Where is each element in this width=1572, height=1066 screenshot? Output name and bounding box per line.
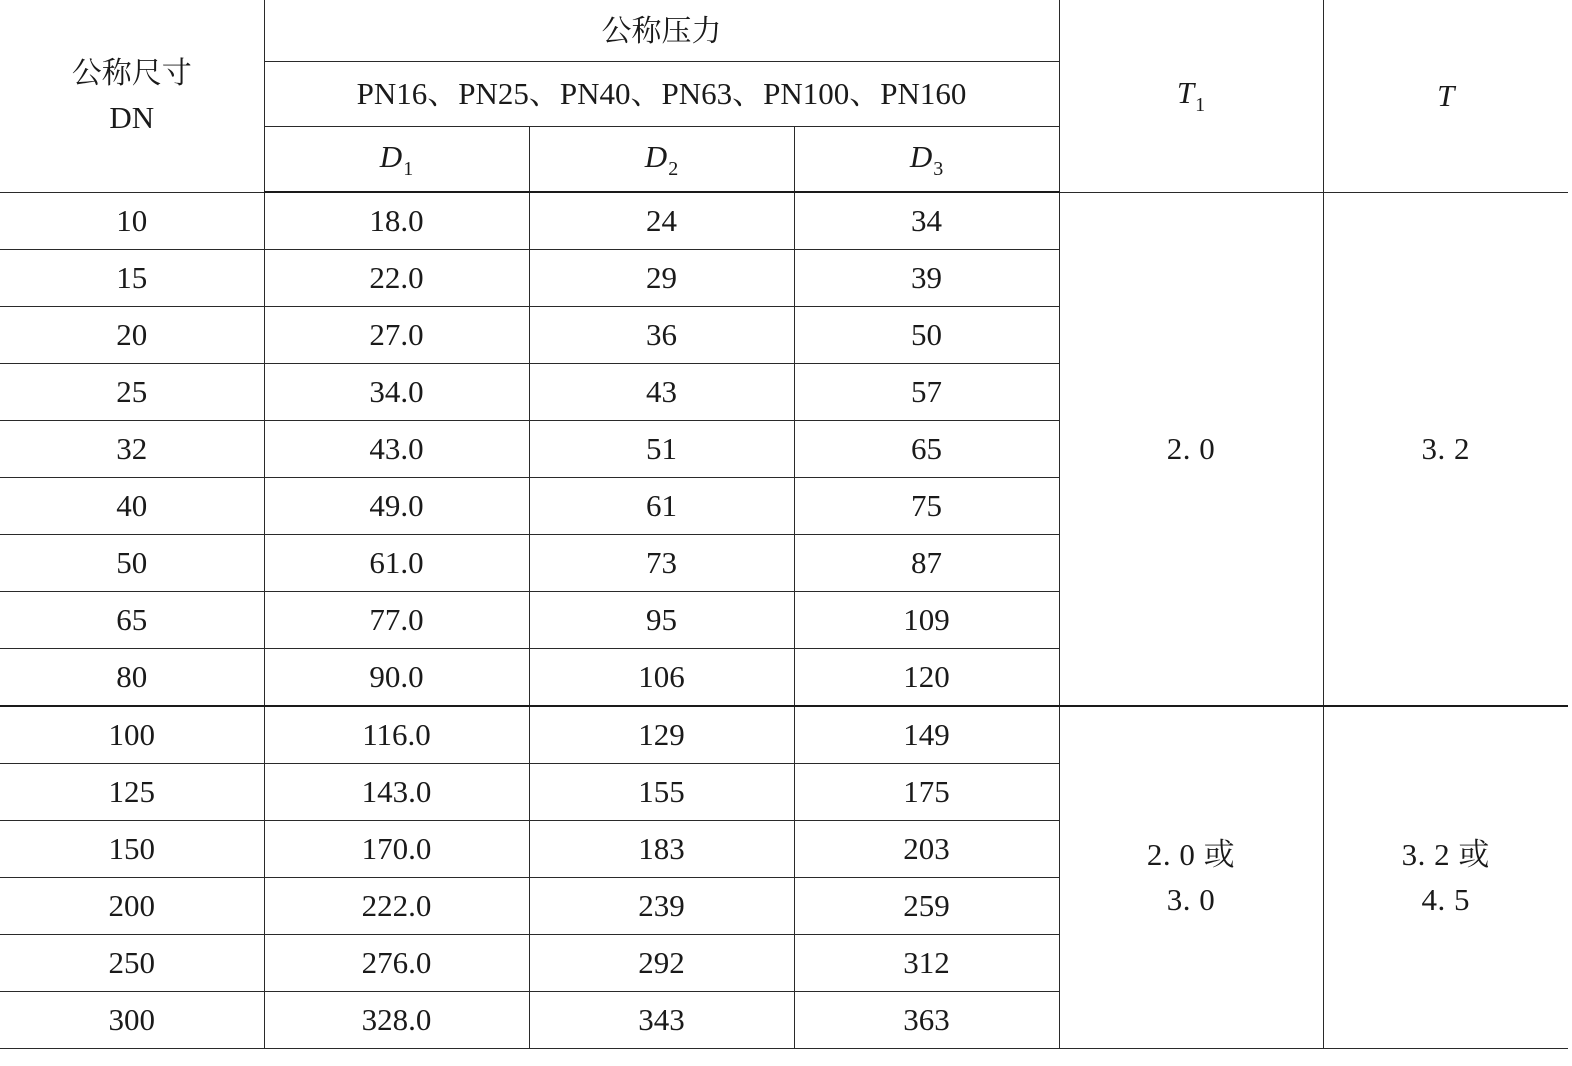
cell-dn: 25 — [0, 364, 264, 421]
cell-d1: 18.0 — [264, 192, 529, 250]
cell-d3: 50 — [794, 307, 1059, 364]
header-pressure-classes: PN16、PN25、PN40、PN63、PN100、PN160 — [264, 62, 1059, 127]
cell-d2: 51 — [529, 421, 794, 478]
table-row — [0, 706, 1568, 764]
cell-t-group-1: 3. 2 — [1323, 192, 1568, 706]
cell-d2: 155 — [529, 764, 794, 821]
cell-dn: 20 — [0, 307, 264, 364]
header-nominal-pressure: 公称压力 — [264, 0, 1059, 62]
cell-d3: 57 — [794, 364, 1059, 421]
cell-d1: 90.0 — [264, 649, 529, 707]
cell-d1: 116.0 — [264, 706, 529, 764]
cell-t1-group-1: 2. 0 — [1059, 192, 1323, 706]
cell-d3: 75 — [794, 478, 1059, 535]
header-nominal-size — [0, 0, 264, 192]
cell-d3: 312 — [794, 935, 1059, 992]
cell-dn: 50 — [0, 535, 264, 592]
cell-t-group-2: 3. 2 或 4. 5 — [1323, 706, 1568, 1049]
header-nominal-size-title: 公称尺寸 — [71, 55, 192, 91]
header-t: T — [1323, 0, 1568, 192]
cell-d1: 43.0 — [264, 421, 529, 478]
cell-dn: 80 — [0, 649, 264, 707]
cell-d2: 36 — [529, 307, 794, 364]
cell-d1: 143.0 — [264, 764, 529, 821]
cell-d1: 170.0 — [264, 821, 529, 878]
cell-d2: 29 — [529, 250, 794, 307]
cell-d3: 65 — [794, 421, 1059, 478]
header-d1: $D_1$ — [264, 127, 529, 193]
cell-dn: 32 — [0, 421, 264, 478]
cell-dn: 250 — [0, 935, 264, 992]
table-row — [0, 192, 1568, 250]
cell-d2: 129 — [529, 706, 794, 764]
cell-d2: 61 — [529, 478, 794, 535]
header-d3: $D_3$ — [794, 127, 1059, 193]
cell-dn: 150 — [0, 821, 264, 878]
cell-d1: 276.0 — [264, 935, 529, 992]
cell-d1: 27.0 — [264, 307, 529, 364]
cell-d3: 149 — [794, 706, 1059, 764]
cell-dn: 100 — [0, 706, 264, 764]
cell-d3: 87 — [794, 535, 1059, 592]
cell-d2: 106 — [529, 649, 794, 707]
cell-dn: 125 — [0, 764, 264, 821]
cell-d1: 34.0 — [264, 364, 529, 421]
cell-d3: 120 — [794, 649, 1059, 707]
cell-d2: 73 — [529, 535, 794, 592]
cell-d1: 49.0 — [264, 478, 529, 535]
cell-d3: 259 — [794, 878, 1059, 935]
cell-d1: 328.0 — [264, 992, 529, 1049]
cell-d1: 77.0 — [264, 592, 529, 649]
cell-d2: 24 — [529, 192, 794, 250]
cell-d1: 22.0 — [264, 250, 529, 307]
cell-d2: 292 — [529, 935, 794, 992]
cell-d2: 239 — [529, 878, 794, 935]
cell-d3: 39 — [794, 250, 1059, 307]
cell-d2: 95 — [529, 592, 794, 649]
cell-dn: 10 — [0, 192, 264, 250]
cell-d2: 183 — [529, 821, 794, 878]
cell-d2: 43 — [529, 364, 794, 421]
cell-t1-group-2: 2. 0 或 3. 0 — [1059, 706, 1323, 1049]
header-t1: $T_1$ — [1059, 0, 1323, 192]
cell-d3: 175 — [794, 764, 1059, 821]
cell-d1: 222.0 — [264, 878, 529, 935]
cell-dn: 200 — [0, 878, 264, 935]
cell-dn: 65 — [0, 592, 264, 649]
cell-d3: 109 — [794, 592, 1059, 649]
cell-d1: 61.0 — [264, 535, 529, 592]
header-nominal-size-symbol: DN — [109, 99, 155, 135]
header-d2: $D_2$ — [529, 127, 794, 193]
cell-d3: 203 — [794, 821, 1059, 878]
cell-dn: 15 — [0, 250, 264, 307]
cell-d2: 343 — [529, 992, 794, 1049]
cell-d3: 363 — [794, 992, 1059, 1049]
cell-d3: 34 — [794, 192, 1059, 250]
cell-dn: 300 — [0, 992, 264, 1049]
cell-dn: 40 — [0, 478, 264, 535]
